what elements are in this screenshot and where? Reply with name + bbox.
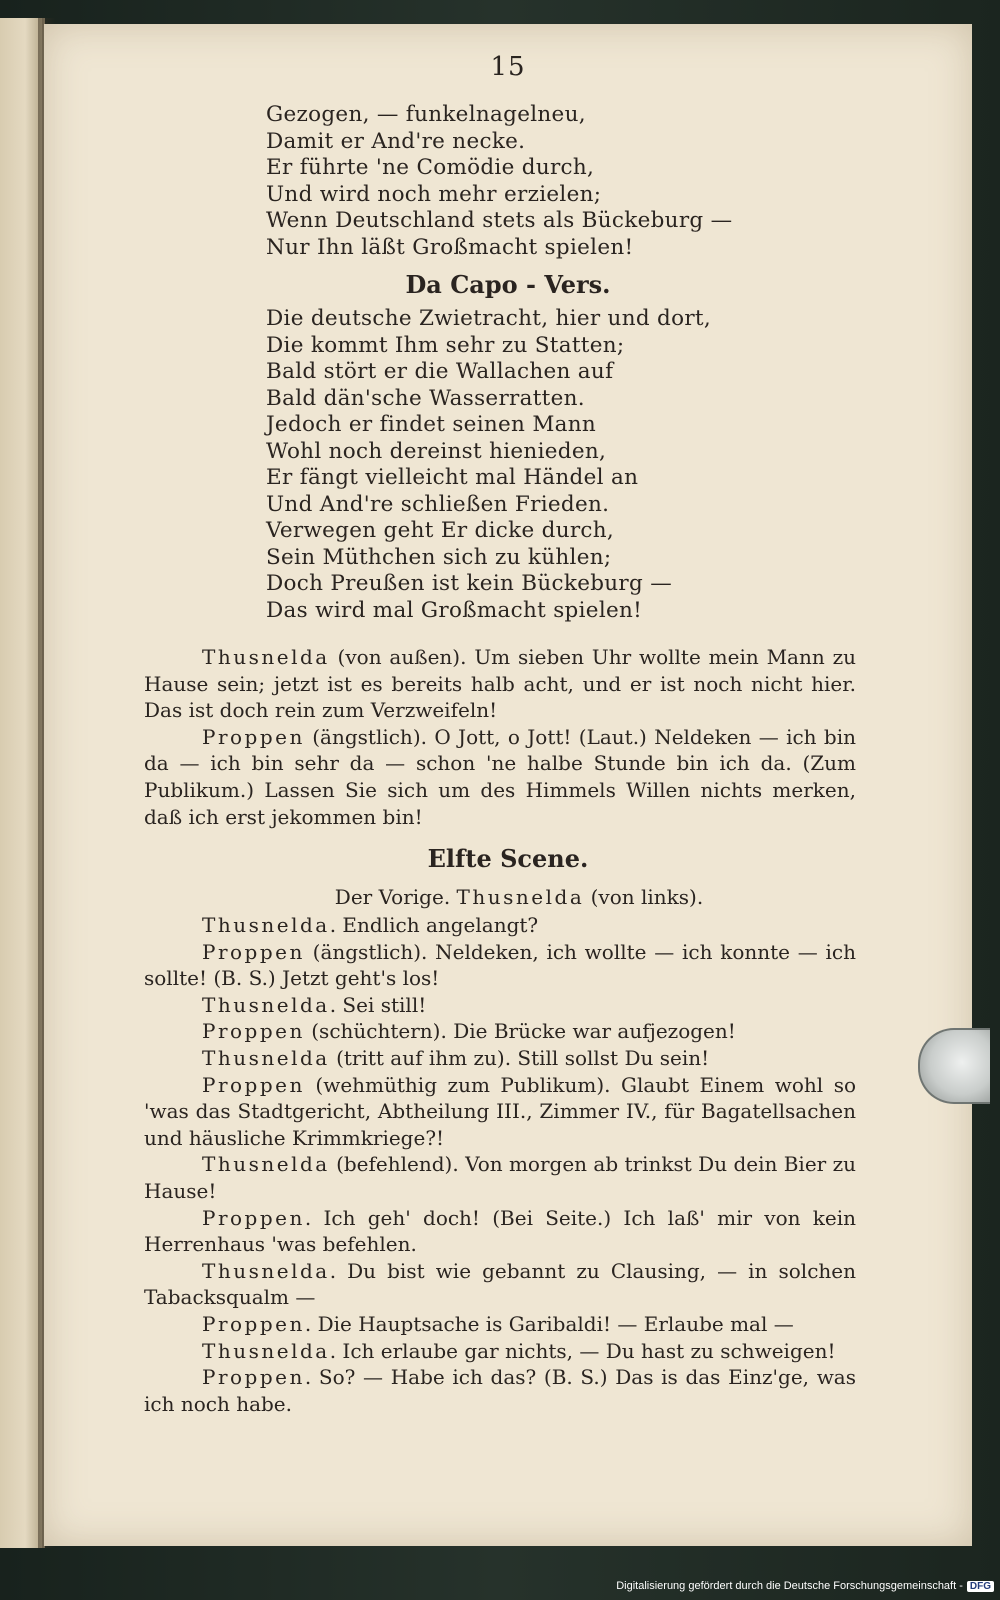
speech-paragraph xyxy=(144,939,856,992)
verse-line: Das wird mal Großmacht spielen! xyxy=(266,597,643,623)
verse-line: Damit er And're necke. xyxy=(266,128,526,154)
speech-paragraph xyxy=(144,724,856,830)
speaker-name: Thusnelda xyxy=(202,1338,330,1363)
speech-text: . So? — Habe ich das? (B. S.) Das is das Einz'ge, was ich noch habe. xyxy=(144,1365,856,1416)
speech-text: (ängstlich). O Jott, o Jott! (Laut.) Neldeken — ich bin da — ich bin sehr da — schon 'ne halbe Stunde bin ich da. (Zum Publikum.) Lassen Sie sich um des Himmels Willen nichts merken, daß ich erst jekommen bin! xyxy=(144,724,856,829)
book-page xyxy=(44,24,972,1546)
verse-line: Verwegen geht Er dicke durch, xyxy=(266,518,615,543)
speech-paragraph xyxy=(144,912,856,939)
prose-block xyxy=(144,644,856,830)
bookmark-tab xyxy=(918,1028,990,1104)
speech-text: . Endlich angelangt? xyxy=(329,913,539,937)
page-number: 15 xyxy=(490,52,526,82)
speech-text: (wehmüthig zum Publikum). Glaubt Einem wohl so 'was das Stadtgericht, Abtheilung III., Zimmer IV., für Bagatellsachen und häusliche Krimmkriege?! xyxy=(144,1072,856,1150)
speaker-name: Thusnelda xyxy=(456,885,585,909)
speech-text: . Du bist wie gebannt zu Clausing, — in solchen Tabacksqualm — xyxy=(144,1258,856,1310)
verse-line: Die kommt Ihm sehr zu Statten; xyxy=(266,332,625,358)
speech-paragraph xyxy=(144,1072,856,1152)
verse-line: Nur Ihn läßt Großmacht spielen! xyxy=(266,234,634,260)
speech-paragraph xyxy=(144,1258,856,1311)
da-capo-heading: Da Capo - Vers. xyxy=(405,270,611,299)
speaker-name: Proppen xyxy=(202,1205,305,1230)
verse-stanza-2 xyxy=(266,306,711,624)
speech-paragraph xyxy=(144,1045,856,1072)
speaker-name: Thusnelda xyxy=(202,992,330,1017)
speech-text: . Ich erlaube gar nichts, — Du hast zu schweigen! xyxy=(329,1338,836,1363)
verse-line: Die deutsche Zwietracht, hier und dort, xyxy=(266,306,712,331)
speech-text: (befehlend). Von morgen ab trinkst Du dein Bier zu Hause! xyxy=(144,1152,856,1203)
stage-direction xyxy=(144,884,856,911)
verse-line: Sein Müthchen sich zu kühlen; xyxy=(266,544,612,570)
speech-text: (ängstlich). Neldeken, ich wollte — ich konnte — ich sollte! (B. S.) Jetzt geht's los! xyxy=(144,939,856,991)
speaker-name: Thusnelda xyxy=(202,645,330,669)
speech-text: (schüchtern). Die Brücke war aufjezogen! xyxy=(304,1019,736,1044)
verse-line: Wenn Deutschland stets als Bückeburg — xyxy=(266,208,733,233)
speech-paragraph xyxy=(144,1364,856,1417)
speaker-name: Thusnelda xyxy=(202,913,330,937)
verse-stanza-1 xyxy=(266,102,732,261)
verse-line: Bald stört er die Wallachen auf xyxy=(266,359,614,384)
speaker-name: Proppen xyxy=(202,1019,305,1044)
speech-paragraph xyxy=(144,644,856,724)
verse-line: Er führte 'ne Comödie durch, xyxy=(266,155,595,180)
footer xyxy=(616,1580,994,1592)
verse-line: Doch Preußen ist kein Bückeburg — xyxy=(266,571,673,596)
verse-line: Jedoch er findet seinen Mann xyxy=(266,412,597,437)
speech-paragraph xyxy=(144,992,856,1019)
speech-paragraph xyxy=(144,1151,856,1204)
speech-text: (tritt auf ihm zu). Still sollst Du sein! xyxy=(329,1045,710,1070)
speech-text: . Die Hauptsache is Garibaldi! — Erlaube mal — xyxy=(304,1311,794,1336)
dialogue-block xyxy=(144,912,856,1417)
speech-text: (von außen). Um sieben Uhr wollte mein Mann zu Hause sein; jetzt ist es bereits halb acht, und er ist noch nicht hier. Das ist doch rein zum Verzweifeln! xyxy=(144,645,856,723)
stage-direction-suffix: (von links). xyxy=(584,885,704,909)
scene-heading: Elfte Scene. xyxy=(427,844,589,873)
speaker-name: Proppen xyxy=(202,1072,305,1097)
speaker-name: Thusnelda xyxy=(202,1152,330,1177)
speech-text: . Sei still! xyxy=(329,992,427,1017)
verse-line: Bald dän'sche Wasserratten. xyxy=(266,385,585,411)
speech-paragraph xyxy=(144,1311,856,1338)
speech-text: . Ich geh' doch! (Bei Seite.) Ich laß' mir von kein Herrenhaus 'was befehlen. xyxy=(144,1205,856,1257)
verse-line: Gezogen, — funkelnagelneu, xyxy=(266,102,586,127)
footer-credit: Digitalisierung gefördert durch die Deutsche Forschungsgemeinschaft - xyxy=(616,1580,963,1592)
speaker-name: Thusnelda xyxy=(202,1258,330,1283)
speaker-name: Proppen xyxy=(202,1365,305,1390)
speech-paragraph xyxy=(144,1338,856,1365)
stage-direction-block xyxy=(144,884,856,911)
speaker-name: Proppen xyxy=(202,1311,305,1336)
verse-line: Und And're schließen Frieden. xyxy=(266,491,610,517)
speaker-name: Thusnelda xyxy=(202,1045,330,1070)
speech-paragraph xyxy=(144,1018,856,1045)
speaker-name: Proppen xyxy=(202,724,305,749)
stage-direction-prefix: Der Vorige. xyxy=(334,885,457,909)
verse-line: Er fängt vielleicht mal Händel an xyxy=(266,465,639,490)
verse-line: Und wird noch mehr erzielen; xyxy=(266,181,602,207)
speech-paragraph xyxy=(144,1205,856,1258)
verse-line: Wohl noch dereinst hienieden, xyxy=(266,438,607,464)
speaker-name: Proppen xyxy=(202,939,305,964)
dfg-logo: DFG xyxy=(967,1581,994,1592)
